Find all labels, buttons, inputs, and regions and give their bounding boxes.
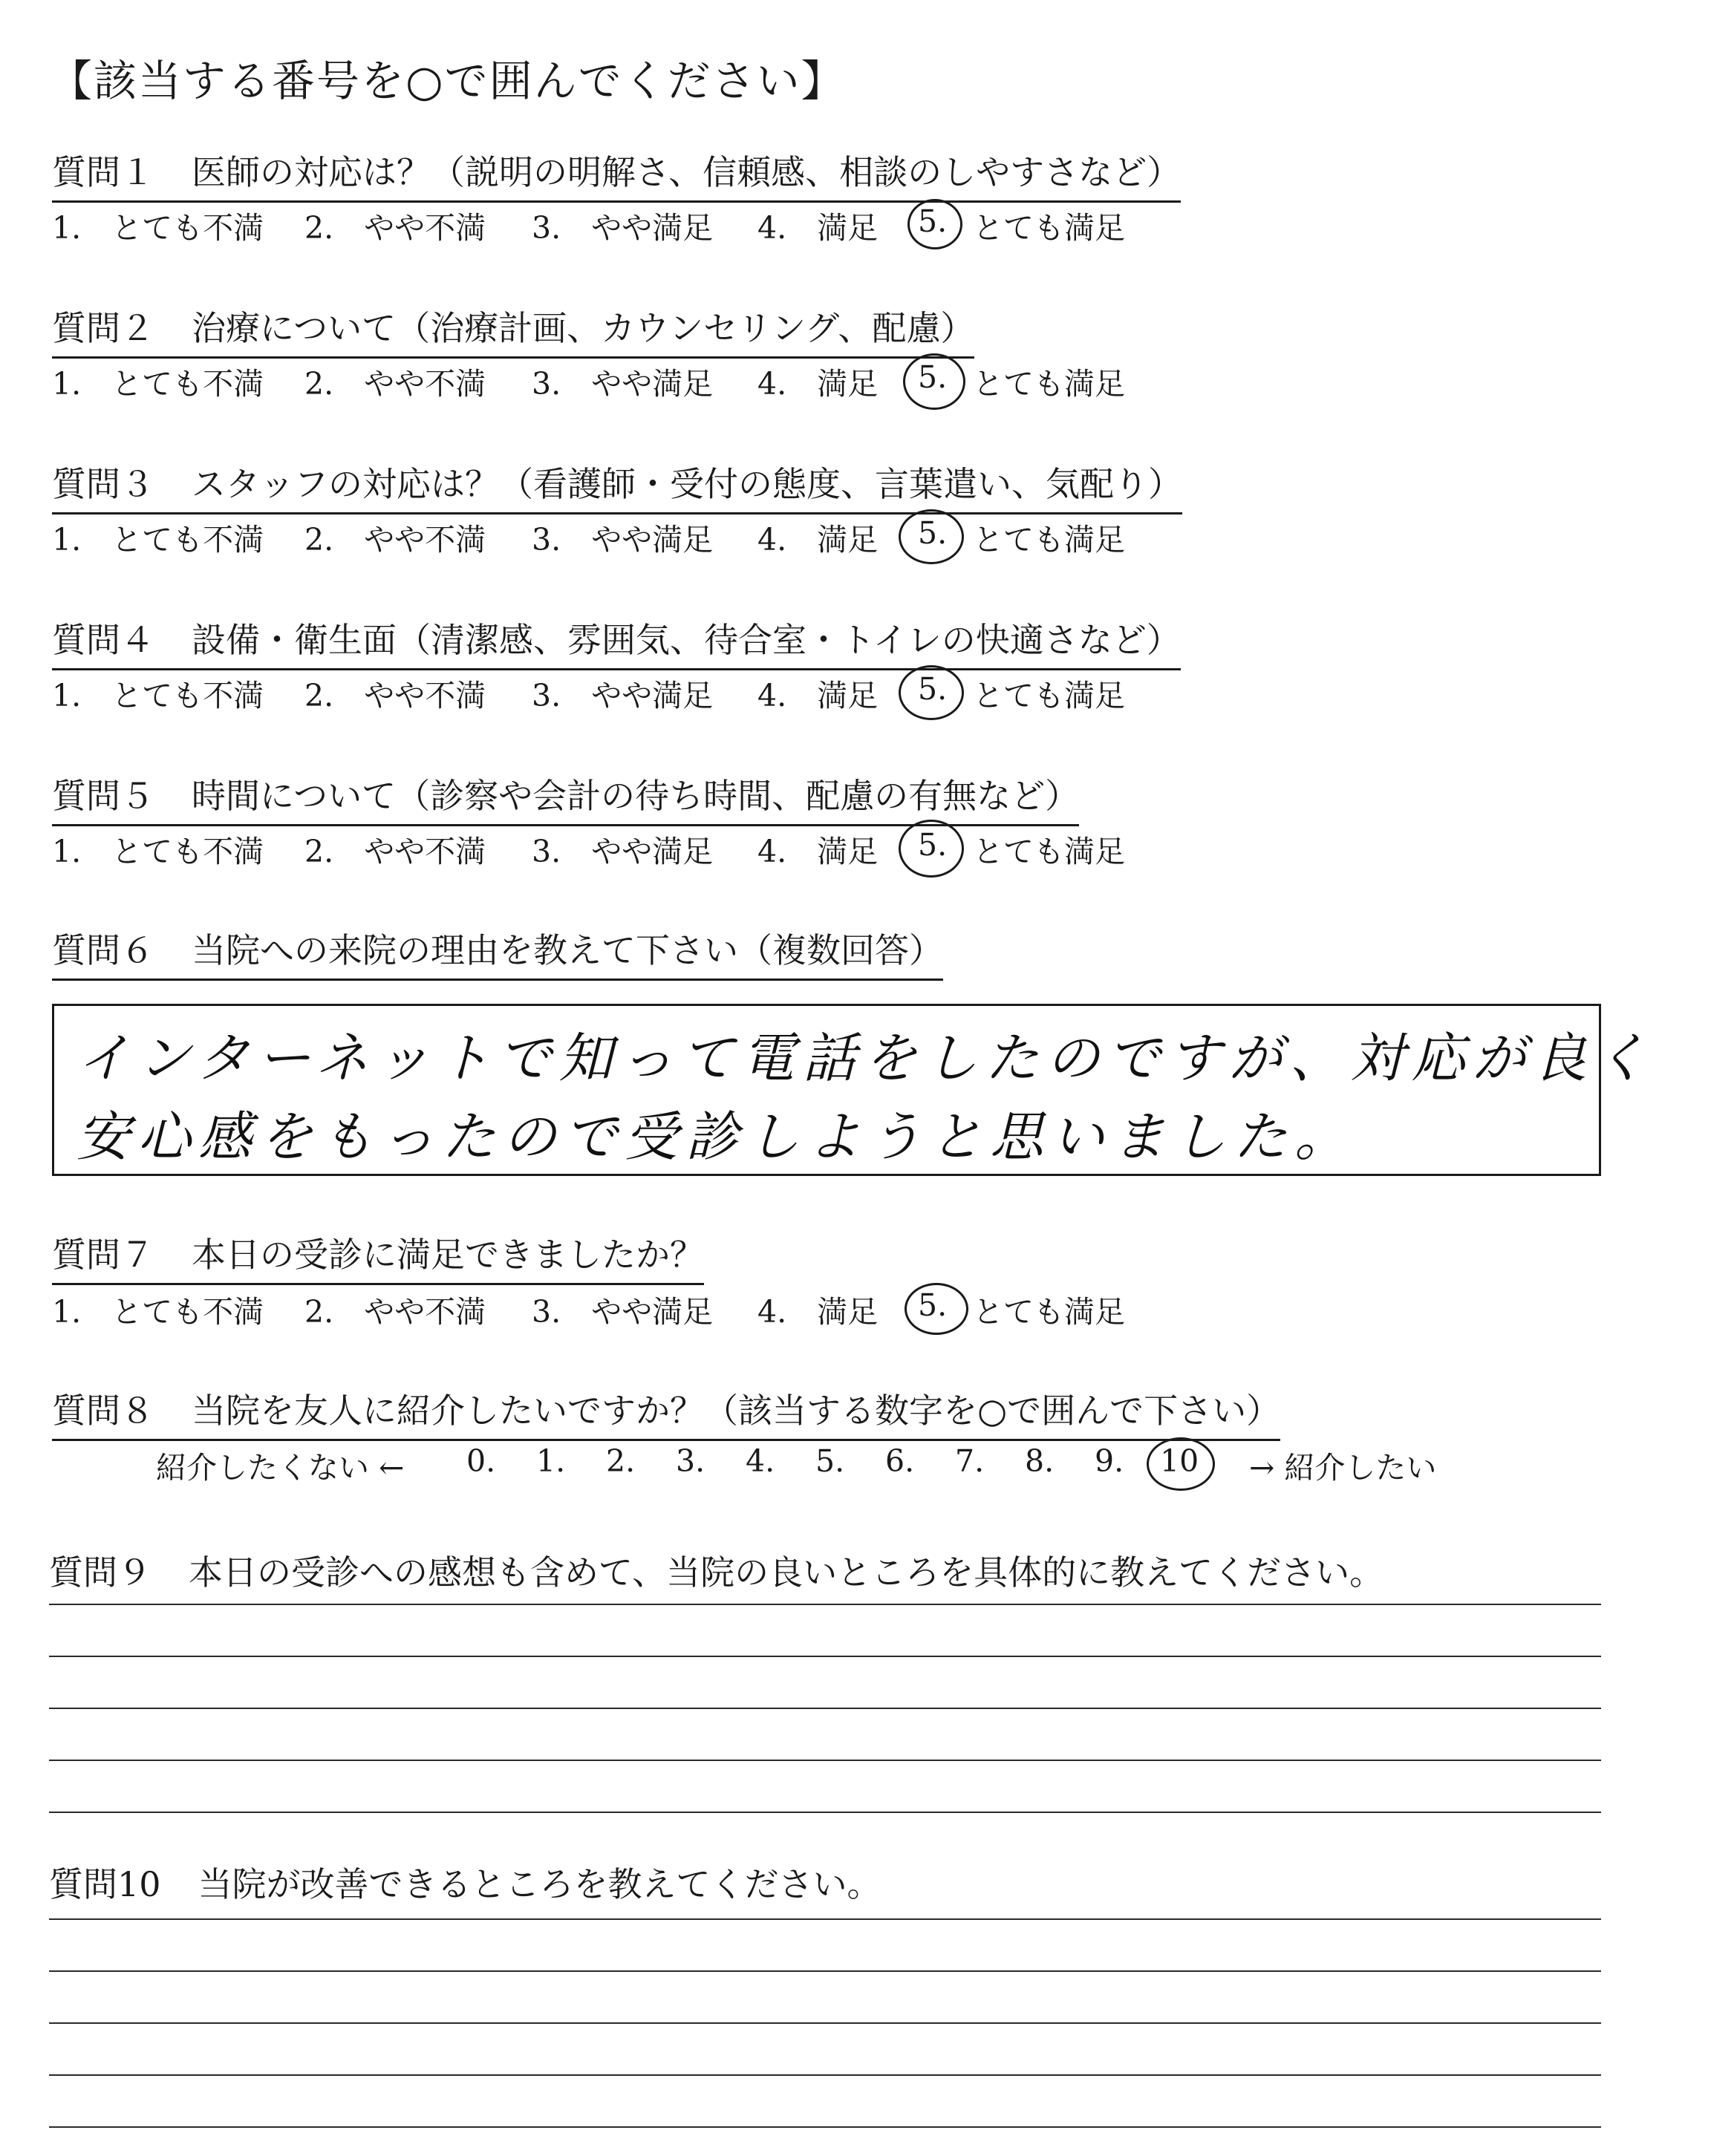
selection-circle: [899, 509, 964, 564]
scale-value-10[interactable]: 10: [1160, 1443, 1199, 1479]
option-3[interactable]: 3. やや満足: [532, 834, 714, 869]
option-5-label: とても満足: [973, 1294, 1125, 1330]
question-number: 質問６: [52, 930, 154, 970]
option-5-label: とても満足: [973, 522, 1125, 558]
option-5-label: とても満足: [973, 210, 1125, 246]
option-1[interactable]: 1. とても不満: [52, 210, 264, 246]
option-2[interactable]: 2. やや不満: [304, 366, 486, 402]
form-header: 【該当する番号を○で囲んでください】: [49, 56, 846, 106]
option-5[interactable]: 5.: [918, 827, 948, 863]
option-1[interactable]: 1. とても不満: [52, 678, 264, 713]
scale-value-1[interactable]: 1.: [536, 1443, 566, 1479]
option-3[interactable]: 3. やや満足: [532, 366, 714, 402]
question-1-title: [52, 146, 1181, 203]
scale-value-4[interactable]: 4.: [746, 1443, 775, 1479]
question-text: 時間について（診察や会計の待ち時間、配慮の有無など）: [192, 776, 1080, 816]
answer-line[interactable]: [49, 1812, 1601, 1813]
option-3[interactable]: 3. やや満足: [532, 678, 714, 713]
question-text: 設備・衛生面（清潔感、雰囲気、待合室・トイレの快適さなど）: [192, 620, 1181, 660]
question-7-title: [52, 1228, 704, 1285]
answer-line[interactable]: [49, 2022, 1601, 2024]
option-1[interactable]: 1. とても不満: [52, 1294, 264, 1330]
scale-value-3[interactable]: 3.: [676, 1443, 705, 1479]
answer-line[interactable]: [49, 1656, 1601, 1657]
question-4-title: [52, 613, 1181, 670]
option-4[interactable]: 4. 満足: [757, 1294, 879, 1330]
question-number: 質問４: [52, 620, 154, 660]
option-3[interactable]: 3. やや満足: [532, 1294, 714, 1330]
selection-circle: [899, 820, 964, 878]
option-3[interactable]: 3. やや満足: [532, 210, 714, 246]
handwritten-answer-line-1: インターネットで知って電話をしたのですが、対応が良く: [76, 1027, 1655, 1089]
selection-circle: [899, 665, 964, 720]
question-text: 治療について（治療計画、カウンセリング、配慮）: [192, 308, 975, 348]
answer-line[interactable]: [49, 1918, 1601, 1920]
question-text: 当院が改善できるところを教えてください。: [198, 1864, 881, 1904]
selection-circle: [907, 199, 962, 249]
option-4[interactable]: 4. 満足: [757, 366, 879, 402]
question-text: 当院を友人に紹介したいですか？（該当する数字を○で囲んで下さい）: [192, 1391, 1281, 1431]
option-4[interactable]: 4. 満足: [757, 834, 879, 869]
scale-value-5[interactable]: 5.: [815, 1443, 845, 1479]
question-text: 本日の受診への感想も含めて、当院の良いところを具体的に教えてください。: [189, 1552, 1384, 1592]
option-5[interactable]: 5.: [918, 515, 948, 551]
scale-value-9[interactable]: 9.: [1095, 1443, 1124, 1479]
option-5-label: とても満足: [973, 366, 1125, 402]
question-text: 当院への来院の理由を教えて下さい（複数回答）: [192, 930, 943, 970]
option-3[interactable]: 3. やや満足: [532, 522, 714, 558]
scale-value-0[interactable]: 0.: [466, 1443, 496, 1479]
option-2[interactable]: 2. やや不満: [304, 522, 486, 558]
selection-circle: [905, 1283, 968, 1335]
question-number: 質問８: [52, 1391, 154, 1431]
answer-line[interactable]: [49, 1970, 1601, 1972]
option-5[interactable]: 5.: [918, 1287, 948, 1323]
question-number: 質問10: [49, 1864, 161, 1904]
question-6-title: [52, 924, 943, 981]
handwritten-answer-line-2: 安心感をもったので受診しようと思いました。: [76, 1105, 1356, 1168]
answer-line[interactable]: [49, 2074, 1601, 2076]
scale-value-6[interactable]: 6.: [885, 1443, 915, 1479]
scale-left-label: 紹介したくない ←: [156, 1450, 405, 1486]
question-6-answer-box[interactable]: [52, 1004, 1655, 1176]
option-2[interactable]: 2. やや不満: [304, 678, 486, 713]
question-text: 本日の受診に満足できましたか？: [192, 1235, 704, 1275]
option-1[interactable]: 1. とても不満: [52, 366, 264, 402]
question-8-scale: [156, 1443, 1493, 1488]
option-5-label: とても満足: [973, 678, 1125, 713]
answer-line[interactable]: [49, 1604, 1601, 1605]
question-10-title: [49, 1858, 881, 1907]
selection-circle: [1147, 1437, 1215, 1491]
answer-line[interactable]: [49, 2126, 1601, 2128]
question-number: 質問１: [52, 152, 154, 192]
scale-right-label: → 紹介したい: [1249, 1450, 1437, 1486]
option-4[interactable]: 4. 満足: [757, 678, 879, 713]
scale-value-8[interactable]: 8.: [1025, 1443, 1055, 1479]
option-5[interactable]: 5.: [918, 359, 948, 395]
question-text: スタッフの対応は？（看護師・受付の態度、言葉遣い、気配り）: [192, 464, 1182, 504]
question-text: 医師の対応は？（説明の明解さ、信頼感、相談のしやすさなど）: [192, 152, 1182, 192]
option-2[interactable]: 2. やや不満: [304, 210, 486, 246]
question-number: 質問３: [52, 464, 154, 504]
scale-value-7[interactable]: 7.: [955, 1443, 985, 1479]
answer-line[interactable]: [49, 1708, 1601, 1709]
question-3-title: [52, 457, 1182, 514]
option-2[interactable]: 2. やや不満: [304, 834, 486, 869]
option-5[interactable]: 5.: [918, 671, 948, 707]
question-number: 質問５: [52, 776, 154, 816]
option-5-label: とても満足: [973, 834, 1125, 869]
question-8-title: [52, 1384, 1280, 1441]
answer-line[interactable]: [49, 1760, 1601, 1761]
scale-value-2[interactable]: 2.: [606, 1443, 636, 1479]
question-number: 質問２: [52, 308, 154, 348]
option-5[interactable]: 5.: [918, 203, 948, 239]
selection-circle: [903, 353, 965, 410]
question-number: 質問９: [49, 1552, 151, 1592]
option-1[interactable]: 1. とても不満: [52, 834, 264, 869]
question-5-title: [52, 769, 1079, 826]
option-2[interactable]: 2. やや不満: [304, 1294, 486, 1330]
question-2-title: [52, 301, 974, 359]
question-9-title: [49, 1546, 1384, 1595]
option-4[interactable]: 4. 満足: [757, 522, 879, 558]
option-1[interactable]: 1. とても不満: [52, 522, 264, 558]
option-4[interactable]: 4. 満足: [757, 210, 879, 246]
question-number: 質問７: [52, 1235, 154, 1275]
